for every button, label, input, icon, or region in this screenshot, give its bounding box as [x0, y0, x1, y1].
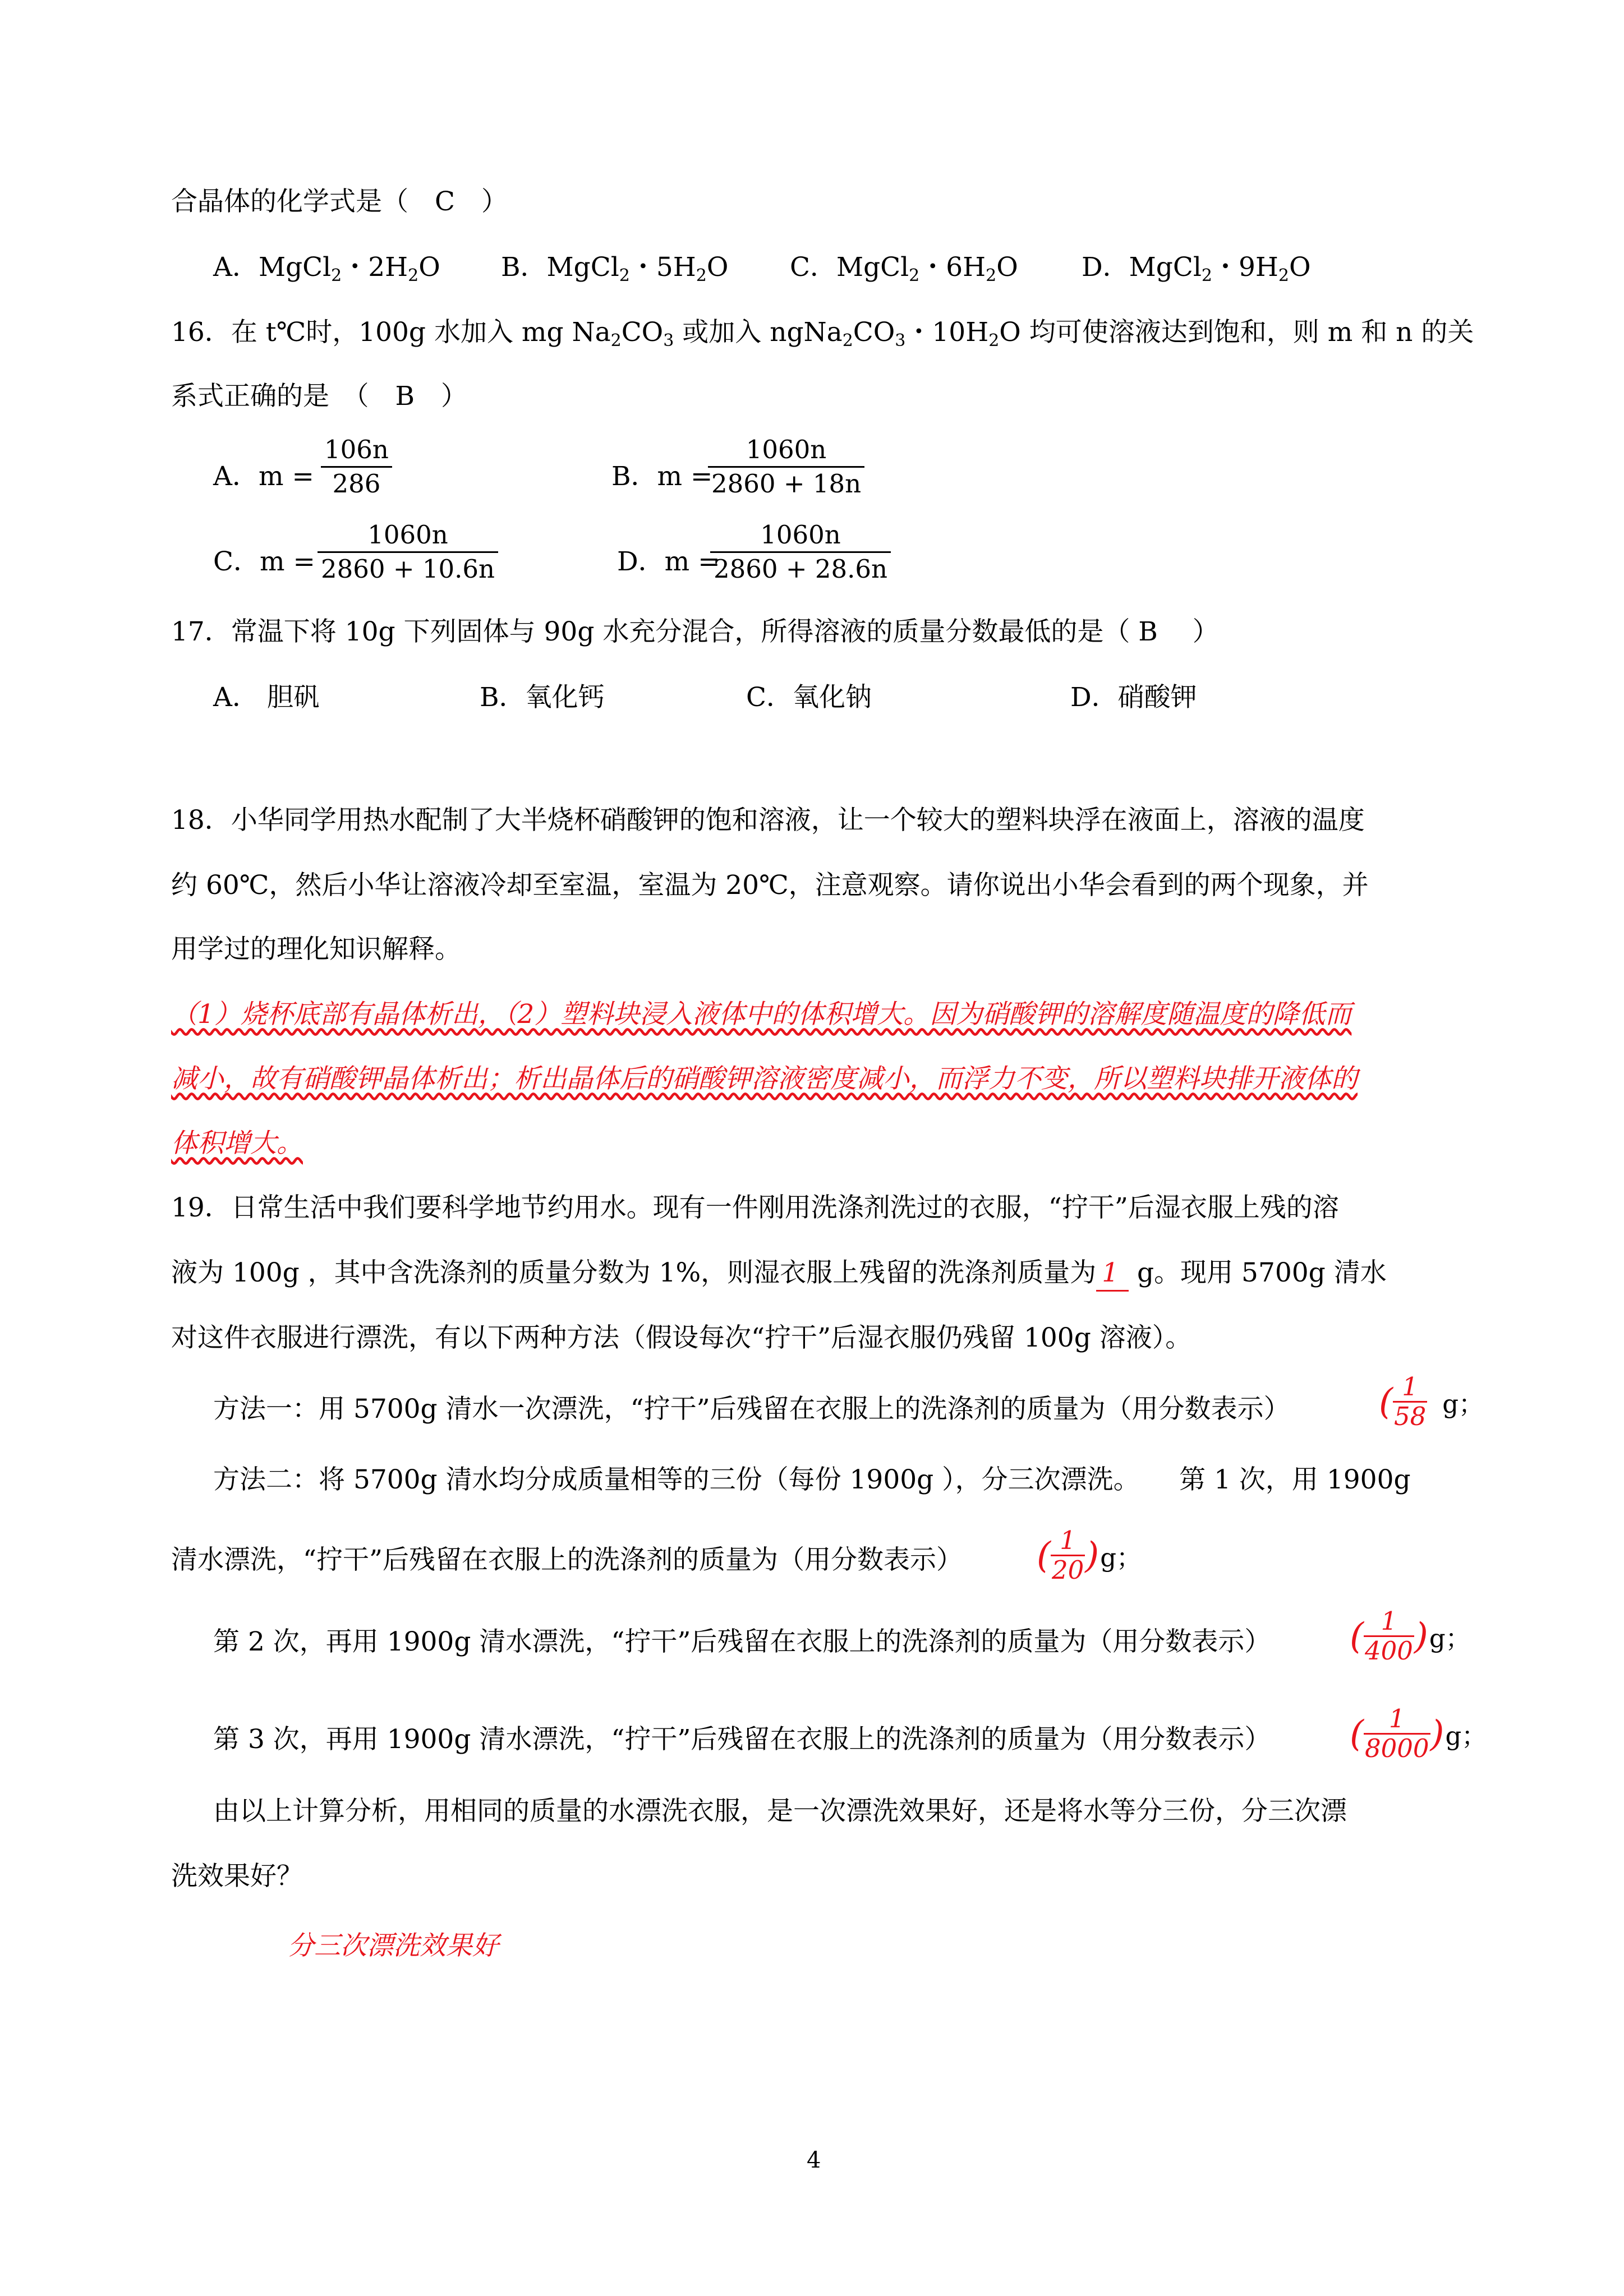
q15-stem: 合晶体的化学式是（ C ） [171, 186, 508, 217]
q19-conclusion-line2: 洗效果好？ [171, 1861, 303, 1892]
q18-answer-line2: 减小，故有硝酸钾晶体析出；析出晶体后的硝酸钾溶液密度减小，而浮力不变，所以塑料块排开液体的 [171, 1063, 1358, 1094]
q17-option-c: C．氧化钠 [746, 682, 872, 713]
q19-method2-line1: 方法二：将 5700g 清水均分成质量相等的三份（每份 1900g ），分三次漂洗。 第 1 次，用 1900g [213, 1464, 1411, 1495]
q15-option-d: D．MgCl$_2$・$9H_2O$ [1082, 252, 1311, 285]
q19-third-rinse: 第 3 次，再用 1900g 清水漂洗，“拧干”后残留在衣服上的洗涤剂的质量为（用分数表示） [213, 1724, 1271, 1755]
q19-blank-answer: 1 [1096, 1256, 1129, 1292]
q16-option-b-fraction: $\frac{1060n}{2860 + 18n}$ [708, 434, 864, 500]
q19-method2-line2: 清水漂洗，“拧干”后残留在衣服上的洗涤剂的质量为（用分数表示） [171, 1545, 963, 1575]
q16-option-c-fraction: $\frac{1060n}{2860 + 10.6n}$ [318, 519, 498, 585]
q18-stem-line1: 18．小华同学用热水配制了大半烧杯硝酸钾的饱和溶液，让一个较大的塑料块浮在液面上，溶液的温度 [171, 805, 1365, 836]
q17-option-a: A． 胆矾 [213, 682, 320, 713]
page-number: 4 [807, 2147, 821, 2173]
q16-option-a-label: A．m = [213, 461, 314, 492]
q15-option-a: A．MgCl$_2$・$2H_2O$ [213, 252, 440, 285]
q19-conclusion-line1: 由以上计算分析，用相同的质量的水漂洗衣服，是一次漂洗效果好，还是将水等分三份，分三次漂 [213, 1796, 1347, 1827]
q16-option-d-label: D．m = [617, 546, 720, 577]
q19-answer-second-rinse: ( $\frac{1}{400}$ ) g； [1350, 1606, 1471, 1666]
q16-option-a-fraction: $\frac{106n}{286}$ [321, 434, 392, 500]
q15-option-b: B．MgCl$_2$・$5H_2O$ [501, 252, 729, 285]
q15-option-c: C．MgCl$_2$・$6H_2O$ [790, 252, 1018, 285]
q19-stem-line1: 19．日常生活中我们要科学地节约用水。现有一件刚用洗涤剂洗过的衣服，“拧干”后湿衣服上残的溶 [171, 1192, 1339, 1223]
q19-answer-third-rinse: ( $\frac{1}{8000}$ ) g； [1350, 1704, 1487, 1763]
q17-stem: 17．常温下将 10g 下列固体与 90g 水充分混合，所得溶液的质量分数最低的是（ B ） [171, 616, 1219, 647]
q18-stem-line3: 用学过的理化知识解释。 [171, 934, 461, 965]
q19-answer-method1: ( $\frac{1}{58}$ g； [1379, 1372, 1484, 1431]
q16-option-d-fraction: $\frac{1060n}{2860 + 28.6n}$ [710, 519, 891, 585]
q19-second-rinse: 第 2 次，再用 1900g 清水漂洗，“拧干”后残留在衣服上的洗涤剂的质量为（用分数表示） [213, 1626, 1271, 1657]
q16-stem-line2: 系式正确的是 （ B ） [171, 381, 468, 412]
q18-answer-line1: （1）烧杯底部有晶体析出，（2）塑料块浸入液体中的体积增大。因为硝酸钾的溶解度随温度的降低而 [171, 999, 1352, 1030]
q17-option-b: B．氧化钙 [480, 682, 605, 713]
q18-stem-line2: 约 60℃，然后小华让溶液冷却至室温，室温为 20℃，注意观察。请你说出小华会看到的两个现象，并 [171, 870, 1369, 901]
q19-stem-line2: 液为 100g ，其中含洗涤剂的质量分数为 1%，则湿衣服上残留的洗涤剂质量为 1 g。现用 5700g 清水 [171, 1256, 1387, 1292]
q19-stem-line3: 对这件衣服进行漂洗，有以下两种方法（假设每次“拧干”后湿衣服仍残留 100g 溶液）。 [171, 1322, 1192, 1353]
q16-stem-line1: 16．在 t℃时，100g 水加入 mg $Na_2CO_3$ 或加入 $ngNa_2CO_3$・$10H_2O$ 均可使溶液达到饱和，则 m 和 n 的关 [171, 317, 1474, 351]
q17-option-d: D．硝酸钾 [1070, 682, 1197, 713]
q19-final-answer: 分三次漂洗效果好 [288, 1930, 499, 1961]
q16-option-c-label: C．m = [213, 546, 315, 577]
q18-answer-line3: 体积增大。 [171, 1128, 303, 1159]
q19-answer-first-rinse: ( $\frac{1}{20}$ ) g； [1037, 1525, 1142, 1585]
q19-method1: 方法一：用 5700g 清水一次漂洗，“拧干”后残留在衣服上的洗涤剂的质量为（用分数表示） [213, 1394, 1290, 1424]
q16-option-b-label: B．m = [611, 461, 713, 492]
